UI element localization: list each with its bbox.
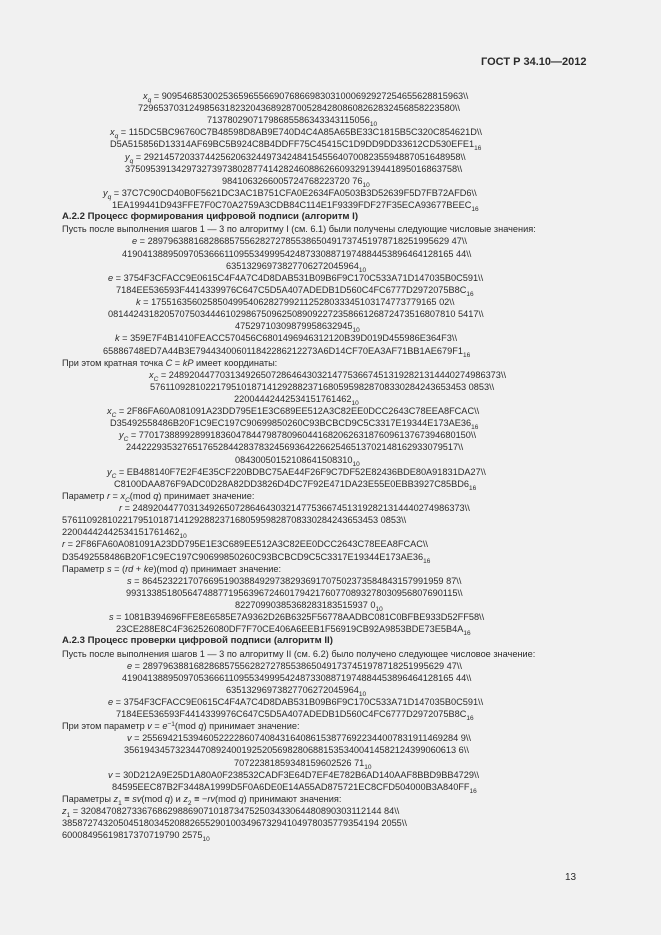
text-segment: = 17551635602585049954062827992112528033345103174773779165 02\\ [140, 297, 455, 308]
text-segment: = 32084708273367686298869071018734752503433064480890303112144 84\\ [70, 806, 400, 817]
math-variable: e [162, 721, 168, 732]
math-variable: x [149, 369, 154, 380]
math-variable: q [164, 793, 171, 804]
text-segment: D35492558486B20F1C9EC197C90699850260C93BCBCD9C5C3317E19344E173AE36 [62, 551, 424, 562]
text-segment: А.2.3 Процесс проверки цифровой подписи (алгоритм II) [62, 635, 333, 647]
text-segment: 08430050152108641508310 [235, 454, 353, 465]
text-segment: 60008495619817370719790 2575 [62, 830, 203, 841]
section-heading [62, 635, 333, 647]
math-variable: q [179, 563, 186, 574]
math-variable: x [110, 127, 115, 138]
math-variable: y [103, 187, 108, 198]
text-segment: = 359E7F4B1410FEACC570456C6801496946312120B39D019D455986E364F3\\ [119, 333, 457, 344]
document-line [122, 672, 471, 684]
subscript: 16 [474, 145, 482, 153]
text-segment: (mod [215, 793, 239, 804]
document-line [116, 284, 474, 296]
section-heading [62, 211, 358, 223]
math-variable: s [109, 612, 114, 623]
text-segment: = 37C7C90CD40B0F5621DC3AC1B751CFA0E2634FA0503B3D52639F5D7FB72AFD6\\ [111, 187, 477, 198]
document-line [62, 514, 406, 526]
math-variable: r [62, 539, 66, 550]
text-segment: = 2F86FA60A081091A23DD795E1E3C689EE512A3C82EE0DCC2643C78EEA8FCAC\\ [116, 406, 480, 417]
math-variable: C [165, 357, 173, 368]
document-line [127, 575, 461, 587]
math-variable: kP [182, 357, 194, 368]
document-line [222, 175, 370, 187]
text-segment: 7184EE536593F4414339976C647C5D5A407ADEDB1D560C4FC6777D2972075B8C [116, 709, 467, 720]
segment [144, 564, 154, 574]
document-line [62, 563, 281, 575]
text-segment: 72965370312498563182320436892870052842808608262832456858223580\\ [138, 103, 460, 114]
text-segment: При этом параметр [62, 721, 148, 732]
subscript: 16 [468, 484, 477, 492]
math-variable: s [106, 563, 112, 574]
subscript: 10 [179, 533, 187, 541]
text-segment: 23CE288E8C4F362526080DF7F70CE406A6EEB1F56919CB92A9853BDE73E5B4A [116, 624, 464, 635]
text-segment: D35492558486B20F1C9EC197C90699850260C93BCBCD9C5C3317E19344E173AE36 [110, 418, 472, 429]
subscript: 10 [369, 121, 378, 129]
text-segment: 22004442442534151761462 [234, 394, 352, 404]
document-line [110, 417, 479, 432]
subscript: 10 [351, 400, 359, 407]
document-line [62, 526, 187, 541]
document-line [110, 138, 482, 153]
text-segment: = [151, 721, 163, 732]
text-segment: = ( [111, 563, 126, 574]
text-segment: = 90954685300253659655669076866983031000692927254655628815963\\ [151, 91, 469, 101]
subscript: 10 [352, 460, 360, 468]
text-segment: = 1081B394696FFE8E6585E7A9362D26B6325F56778AADBC081C0BFBE933D52FF58\\ [113, 612, 485, 623]
text-segment: = 24892044770313492650728646430321477536674513192821314440274986373\\ [122, 503, 470, 514]
text-segment: 41904138895097053666110955349995424873308871974884453896464128165 44\\ [122, 672, 472, 683]
document-line [62, 648, 535, 660]
text-segment: = 28979638816828685755628272785538650491737451978718251995629 47\\ [132, 660, 462, 671]
text-segment: 37509539134297327397380287741428246088626609329139441895016863758\\ [125, 163, 463, 174]
document-line [143, 90, 468, 102]
subscript: 16 [471, 206, 479, 214]
text-segment: = 77017388992899183604784479878096044168206263187609613767394680150\\ [128, 430, 476, 441]
document-line [138, 102, 460, 114]
subscript: C [111, 472, 117, 480]
subscript: 1 [66, 812, 71, 820]
document-line [234, 757, 372, 769]
document-line [108, 696, 483, 708]
document-line [116, 623, 471, 638]
text-segment: 65886748ED7A44B3E794434006011842286212273A6D14CF70EA3AF71BB1AE679F1 [103, 345, 463, 356]
text-segment: C8100DAA876F9ADC0D28A82DD3826D4DC7F92E471DA23E55E0EBB3927C85BD6 [114, 478, 469, 489]
document-line [109, 611, 484, 623]
document-line [132, 235, 467, 247]
math-variable: k [115, 333, 120, 344]
math-variable: e [132, 236, 138, 247]
document-standard-header: ГОСТ Р 34.10—2012 [481, 56, 587, 68]
page-number: 13 [565, 872, 577, 883]
text-segment: + [133, 563, 144, 574]
subscript: C [153, 375, 159, 383]
document-line [234, 393, 359, 405]
text-segment: = EB488140F7E2F4E35CF220BDBC75AE44F26F9C7DF52E82436BDE80A91831DA27\\ [116, 466, 486, 477]
math-variable: q [198, 721, 204, 732]
document-line [62, 817, 407, 829]
text-segment: ) принимает значение: [185, 563, 282, 574]
math-variable: sv [132, 793, 142, 804]
text-segment: Пусть после выполнения шагов 1 — 3 по алгоритму II (см. 6.2) было получено следующее числовое значение: [62, 648, 536, 659]
document-line [103, 345, 470, 357]
document-line [127, 732, 471, 744]
subscript: q [147, 97, 152, 104]
document-line [116, 708, 474, 723]
document-line [125, 151, 466, 163]
document-line [122, 248, 471, 260]
text-segment: 22004442442534151761462 [62, 527, 180, 538]
math-variable: e [108, 697, 114, 707]
text-segment: ) принимает значение: [203, 721, 300, 732]
subscript: 16 [466, 290, 474, 298]
text-segment: 57611092810221795101871412928823716805959828708330284243653453 0853\\ [62, 515, 407, 526]
math-variable: y [107, 466, 112, 477]
math-variable: v [108, 769, 113, 780]
text-segment: 9841063266005724768223720 76 [222, 175, 363, 186]
subscript: C [125, 496, 130, 504]
text-segment: ) и [170, 793, 184, 804]
text-segment: Параметры [62, 793, 114, 804]
document-line [62, 357, 277, 369]
text-segment: ≡ − [191, 793, 208, 804]
text-segment: 71378029071798685586343343115056 [207, 115, 370, 126]
text-segment: При этом кратная точка [62, 357, 166, 368]
text-segment: 38587274320504518034520882655290100349673294104978035779354194 2055\\ [62, 818, 407, 829]
document-line [103, 187, 477, 199]
text-segment: = 3754F3CFACC9E0615C4F4A7C4D8DAB531B09B6F9C170C533A71D147035B0C591\\ [113, 272, 484, 283]
text-segment: 35619434573234470892400192520569828068815353400414582124399060613 6\\ [124, 745, 469, 756]
subscript: 10 [358, 690, 367, 698]
text-segment: 70722381859348159602526 71 [234, 757, 365, 768]
text-segment: (mod [174, 721, 199, 732]
subscript: q [129, 157, 134, 165]
subscript: 10 [364, 763, 372, 771]
math-variable: s [127, 575, 132, 586]
document-line [108, 308, 484, 320]
math-variable: r [119, 503, 123, 514]
subscript: q [114, 133, 119, 141]
document-line [107, 405, 480, 420]
math-variable: x [120, 490, 126, 501]
text-segment: 57611092810221795101871412928823716805959828708330284243653453 0853\\ [150, 381, 495, 392]
text-segment: 24422293532765176528442837832456936422662546513702148162933079517\\ [126, 442, 464, 453]
text-segment: ≡ [121, 793, 133, 804]
text-segment: 08144243182057075034446102986750962508909227235866126872473516807810 5417\\ [108, 309, 484, 320]
math-variable: z [183, 793, 188, 804]
subscript: q [107, 193, 112, 201]
document-line [62, 829, 210, 844]
document-line [114, 478, 476, 490]
superscript: −1 [167, 721, 175, 729]
document-line [62, 490, 254, 502]
document-line [62, 720, 300, 732]
text-segment: ) принимает значение: [158, 490, 255, 501]
document-line [126, 441, 463, 453]
math-variable: q [238, 793, 244, 804]
text-segment: 63513296973827706272045964 [226, 260, 359, 271]
subscript: C [123, 436, 129, 444]
text-segment: = 115DC5BC96760C7B48598D8AB9E740D4C4A85A65BE33C1815B5C320C854621D\\ [118, 127, 482, 138]
math-variable: z [113, 793, 119, 804]
document-line [226, 684, 366, 696]
text-segment: 82270990385368283183515937 0 [235, 600, 376, 611]
subscript: 16 [466, 715, 474, 723]
text-segment: 84595EEC87B2F3448A1999D5F0A6DE0E14A55AD875721EC8CFD504000B3A840FF [112, 781, 470, 792]
math-variable: x [107, 406, 112, 417]
document-line [62, 551, 430, 563]
text-segment: = 86452322170766951903884929738293691707502373584843157991959 87\\ [131, 575, 462, 586]
math-variable: z [62, 806, 67, 817]
segment [207, 794, 215, 804]
math-variable: ke [143, 563, 154, 574]
document-line [110, 126, 482, 141]
math-variable: y [125, 151, 130, 162]
document-line [149, 369, 506, 381]
text-segment: = 3754F3CFACC9E0615C4F4A7C4D8DAB531B09B6F9C170C533A71D147035B0C591\\ [113, 697, 484, 707]
subscript: 10 [362, 181, 370, 189]
document-line [207, 114, 378, 129]
subscript: 10 [202, 836, 210, 844]
document-line [235, 599, 383, 614]
text-segment: (mod [141, 793, 165, 804]
document-line [62, 793, 341, 805]
document-line [119, 429, 476, 444]
math-variable: v [147, 721, 152, 732]
document-line [112, 781, 477, 793]
text-segment: Параметр [62, 490, 107, 501]
math-variable: rd [125, 563, 134, 574]
subscript: 16 [471, 424, 479, 432]
text-segment: )(mod [153, 563, 180, 574]
segment [183, 358, 194, 368]
document-line [107, 466, 486, 478]
text-segment: 41904138895097053666110955349995424873308871974884453896464128165 44\\ [122, 248, 472, 259]
math-variable: r [106, 490, 110, 501]
math-variable: e [108, 272, 114, 283]
document-line [127, 660, 462, 672]
text-segment: Параметр [62, 563, 107, 574]
document-line [115, 332, 457, 344]
subscript: 16 [463, 630, 471, 638]
math-variable: x [143, 91, 148, 101]
subscript: 2 [187, 799, 192, 807]
text-segment: = [172, 357, 183, 368]
document-line [124, 744, 469, 756]
subscript: 16 [469, 787, 477, 795]
math-variable: q [153, 490, 159, 501]
math-variable: v [127, 733, 132, 744]
document-line [108, 272, 483, 284]
text-segment: имеет координаты: [193, 357, 278, 368]
text-segment: ) принимают значения: [243, 793, 342, 804]
document-line [226, 260, 366, 272]
subscript: 16 [423, 557, 431, 565]
math-variable: e [127, 660, 133, 671]
subscript: 10 [358, 266, 367, 274]
math-variable: rv [207, 793, 216, 804]
document-line [62, 805, 400, 820]
text-segment: D5A515856D13314AF69BC5B924C8B4DDFF75C45415C1D9DD9DD33612CD530EFE1 [110, 139, 475, 150]
document-line [125, 163, 462, 175]
document-line [62, 538, 428, 550]
text-segment: 63513296973827706272045964 [226, 684, 359, 695]
document-line [108, 769, 479, 781]
subscript: 10 [375, 606, 383, 614]
document-line [150, 381, 494, 393]
math-variable: y [119, 430, 124, 441]
text-segment: = 2F86FA60A081091A23DD795E1E3C689EE512A3C82EE0DCC2643C78EEA8FCAC\\ [65, 539, 428, 550]
text-segment: 99313385180564748877195639672460179421760770893278030956807690115\\ [126, 587, 463, 598]
document-line [235, 454, 360, 466]
subscript: 16 [462, 351, 471, 359]
document-line [126, 587, 463, 599]
subscript: 1 [118, 799, 122, 807]
math-variable: k [136, 297, 141, 308]
text-segment: = 25569421539460522228607408431640861538776922344007831911469284 9\\ [131, 733, 471, 744]
text-segment: = [110, 490, 121, 501]
subscript: 10 [352, 327, 360, 335]
text-segment: 7184EE536593F4414339976C647C5D5A407ADEDB1D560C4FC6777D2972075B8C [116, 284, 467, 295]
text-segment: (mod [129, 490, 154, 501]
document-line [235, 320, 360, 335]
document-line [112, 199, 479, 214]
text-segment: = 24892044770313492650728646430321477536674513192821314440274986373\\ [158, 369, 506, 380]
text-segment: = 29214572033744256206324497342484154556407008235594887051648958\\ [133, 151, 466, 162]
text-segment: 1EA199441D943FFE7F0C70A2759A3CDB84C114E1F9339FDF27F35ECA93677BEEC [112, 200, 472, 211]
segment [125, 564, 133, 574]
document-line [136, 296, 454, 308]
document-line [62, 223, 536, 235]
text-segment: Пусть после выполнения шагов 1 — 3 по алгоритму I (см. 6.1) были получены следующие числовые значения: [62, 224, 536, 235]
text-segment: = 30D212A9E25D1A80A0F238532CADF3E64D7EF4E782B6AD140AAF8BBD9BB4729\\ [112, 769, 480, 780]
document-line [119, 502, 470, 514]
text-segment: 47529710309879958632945 [235, 321, 353, 332]
text-segment: = 28979638816828685755628272785538650491737451978718251995629 47\\ [137, 236, 467, 247]
subscript: C [111, 412, 117, 420]
text-segment: А.2.2 Процесс формирования цифровой подписи (алгоритм I) [62, 211, 359, 223]
